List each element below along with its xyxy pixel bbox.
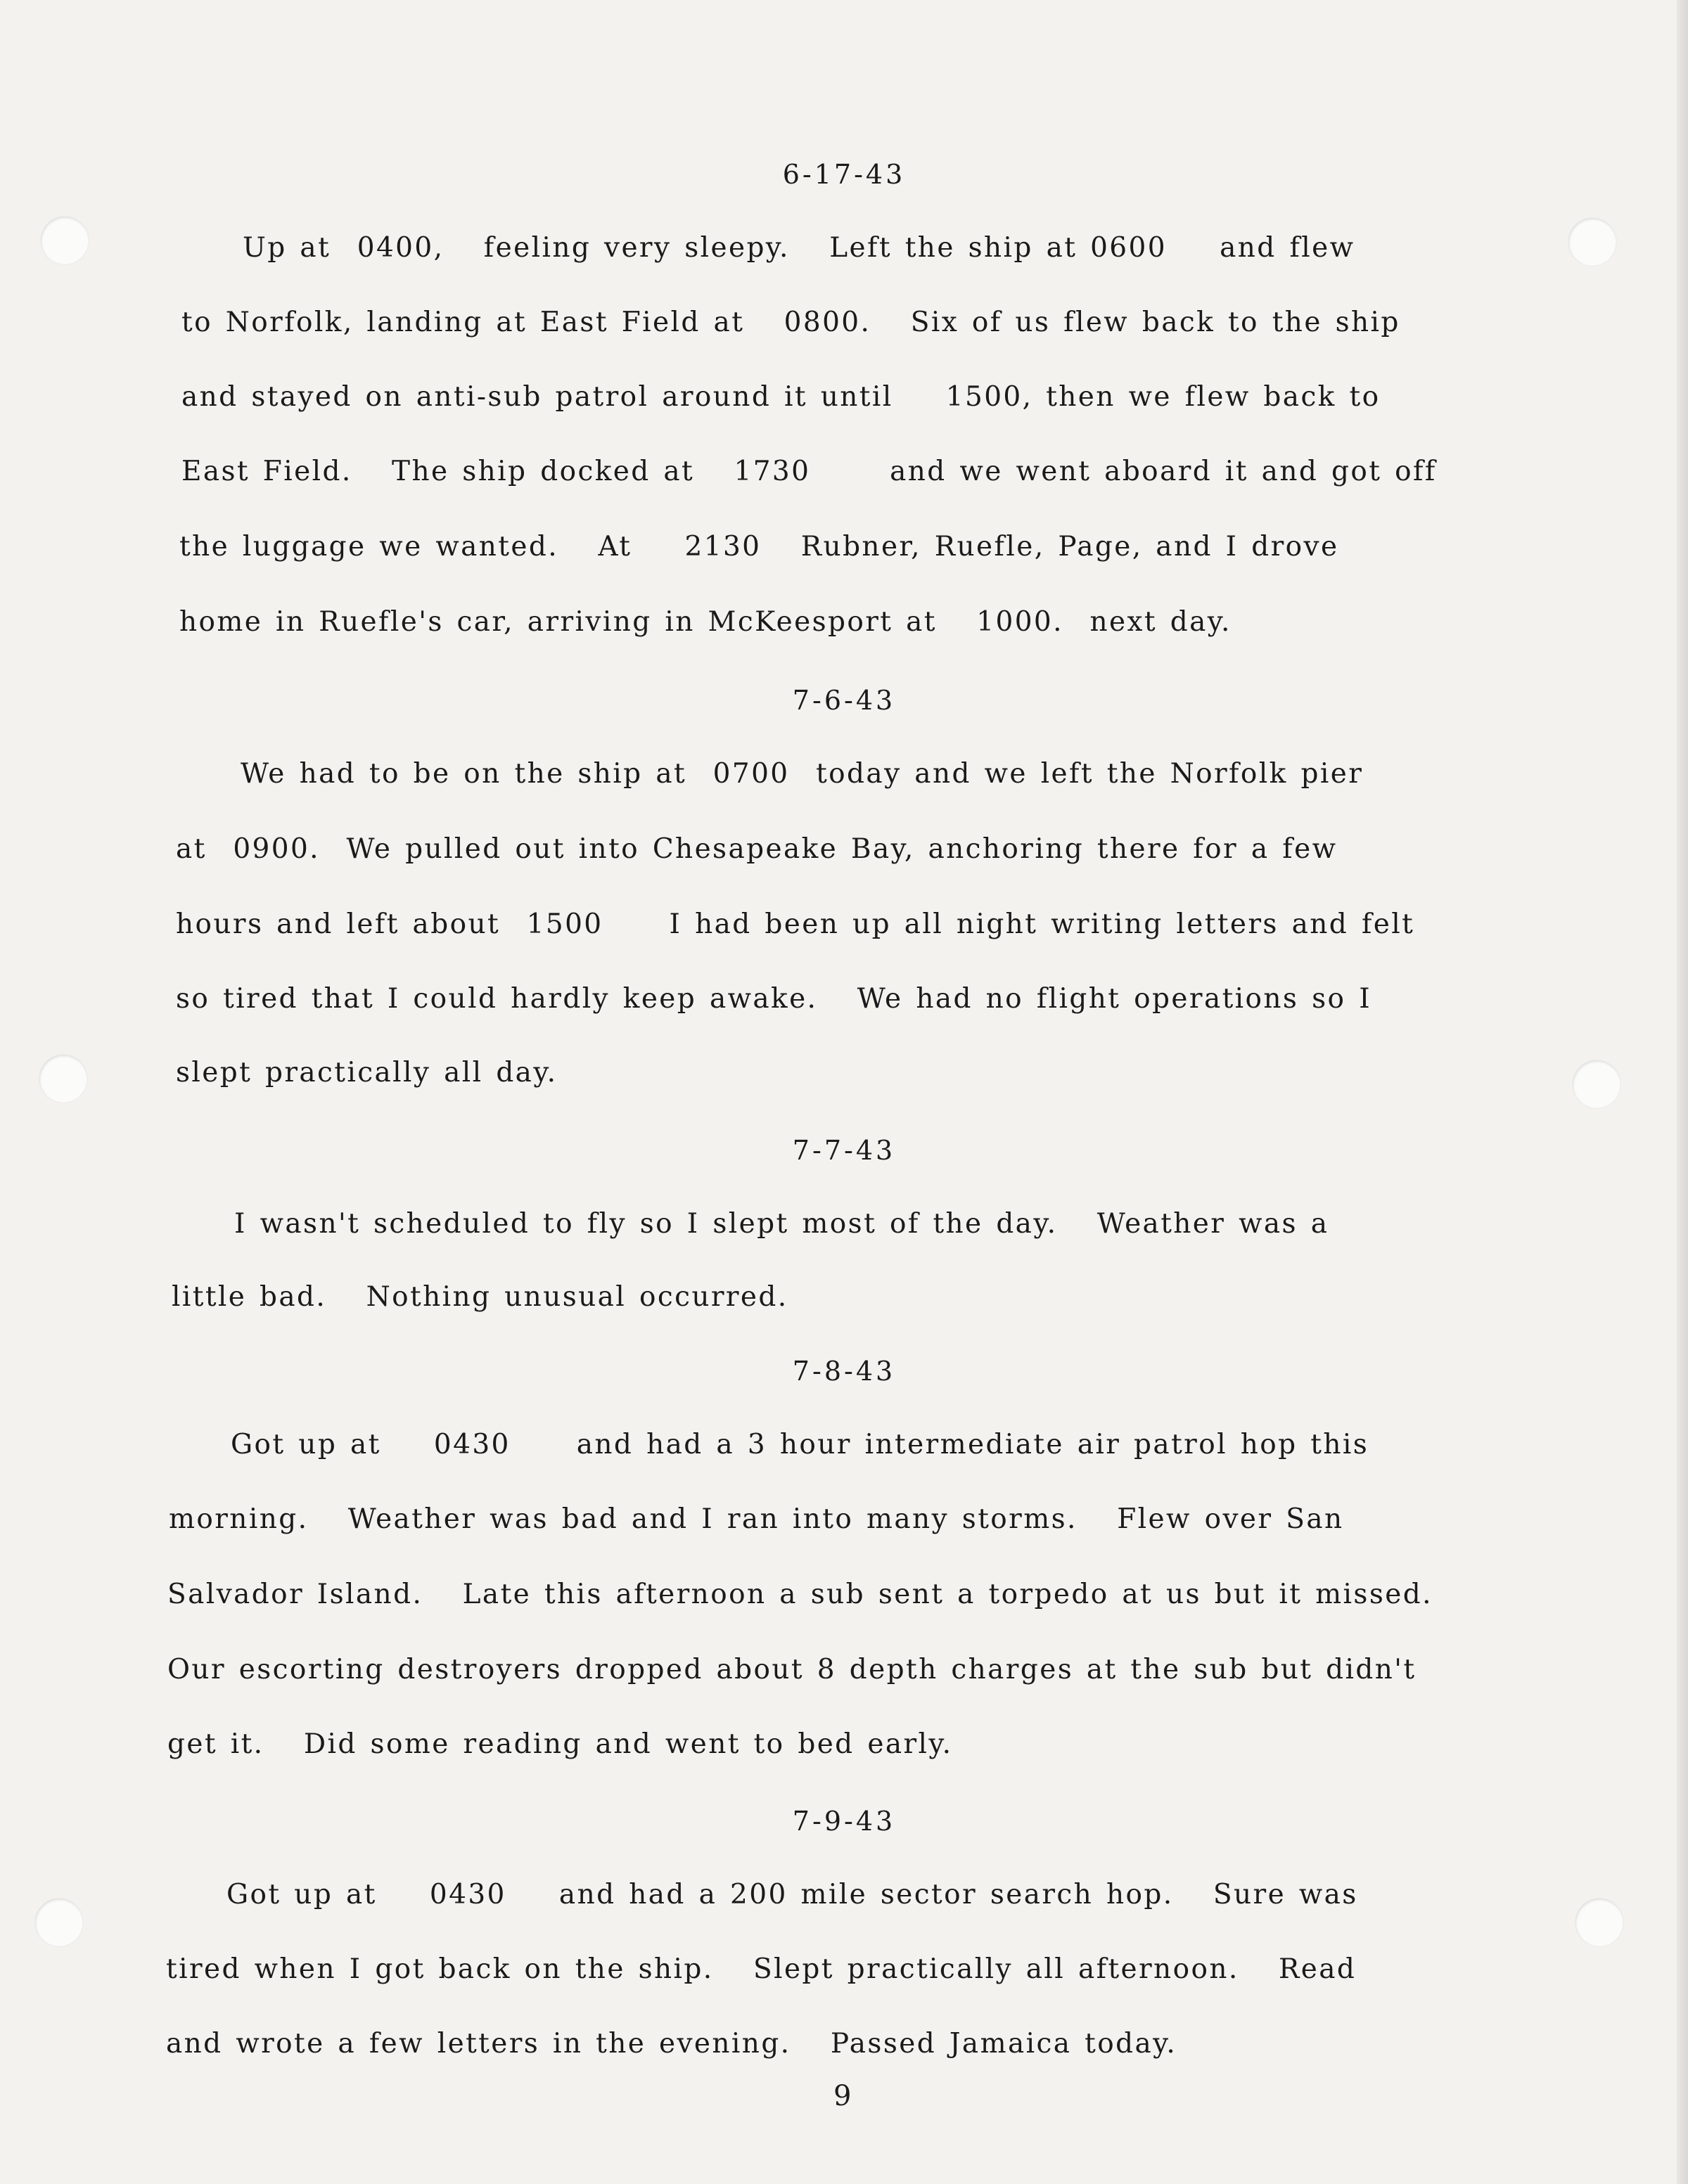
entry-line: get it. Did some reading and went to bed early. xyxy=(167,1728,953,1760)
entry-line: little bad. Nothing unusual occurred. xyxy=(172,1281,788,1313)
binder-hole xyxy=(1575,1899,1623,1946)
entry-line: slept practically all day. xyxy=(176,1057,558,1088)
binder-hole xyxy=(1573,1060,1620,1108)
binder-hole xyxy=(39,1055,87,1103)
entry-date: 6-17-43 xyxy=(782,159,906,190)
entry-line: and wrote a few letters in the evening. Passed Jamaica today. xyxy=(166,2028,1177,2060)
entry-line: and stayed on anti-sub patrol around it until 1500, then we flew back to xyxy=(181,381,1381,413)
entry-date: 7-8-43 xyxy=(792,1356,896,1387)
entry-date: 7-7-43 xyxy=(792,1135,896,1166)
entry-line: tired when I got back on the ship. Slept practically all afternoon. Read xyxy=(166,1953,1357,1985)
entry-line: home in Ruefle's car, arriving in McKeesport at 1000. next day. xyxy=(179,606,1232,638)
binder-hole xyxy=(41,217,89,264)
entry-line: so tired that I could hardly keep awake. We had no flight operations so I xyxy=(176,983,1372,1015)
entry-line: Salvador Island. Late this afternoon a sub sent a torpedo at us but it missed. xyxy=(167,1579,1433,1610)
binder-hole xyxy=(35,1899,83,1946)
entry-line: We had to be on the ship at 0700 today and we left the Norfolk pier xyxy=(241,758,1364,790)
entry-line: at 0900. We pulled out into Chesapeake Bay, anchoring there for a few xyxy=(176,833,1338,865)
entry-line: Got up at 0430 and had a 200 mile sector search hop. Sure was xyxy=(226,1879,1358,1910)
entry-date: 7-6-43 xyxy=(792,685,896,716)
page-number: 9 xyxy=(833,2080,852,2112)
entry-line: Got up at 0430 and had a 3 hour intermediate air patrol hop this xyxy=(231,1429,1369,1460)
entry-line: morning. Weather was bad and I ran into many storms. Flew over San xyxy=(169,1503,1344,1535)
entry-line: the luggage we wanted. At 2130 Rubner, Ruefle, Page, and I drove xyxy=(179,531,1339,563)
entry-line: Up at 0400, feeling very sleepy. Left the ship at 0600 and flew xyxy=(243,232,1355,264)
entry-date: 7-9-43 xyxy=(792,1806,896,1837)
binder-hole xyxy=(1568,218,1616,266)
entry-line: East Field. The ship docked at 1730 and we went aboard it and got off xyxy=(181,456,1437,487)
entry-line: I wasn't scheduled to fly so I slept most of the day. Weather was a xyxy=(234,1208,1329,1240)
entry-line: hours and left about 1500 I had been up all night writing letters and felt xyxy=(176,908,1415,940)
entry-line: to Norfolk, landing at East Field at 0800. Six of us flew back to the ship xyxy=(181,307,1400,338)
page-edge xyxy=(1677,0,1688,2184)
entry-line: Our escorting destroyers dropped about 8 depth charges at the sub but didn't xyxy=(167,1654,1417,1685)
